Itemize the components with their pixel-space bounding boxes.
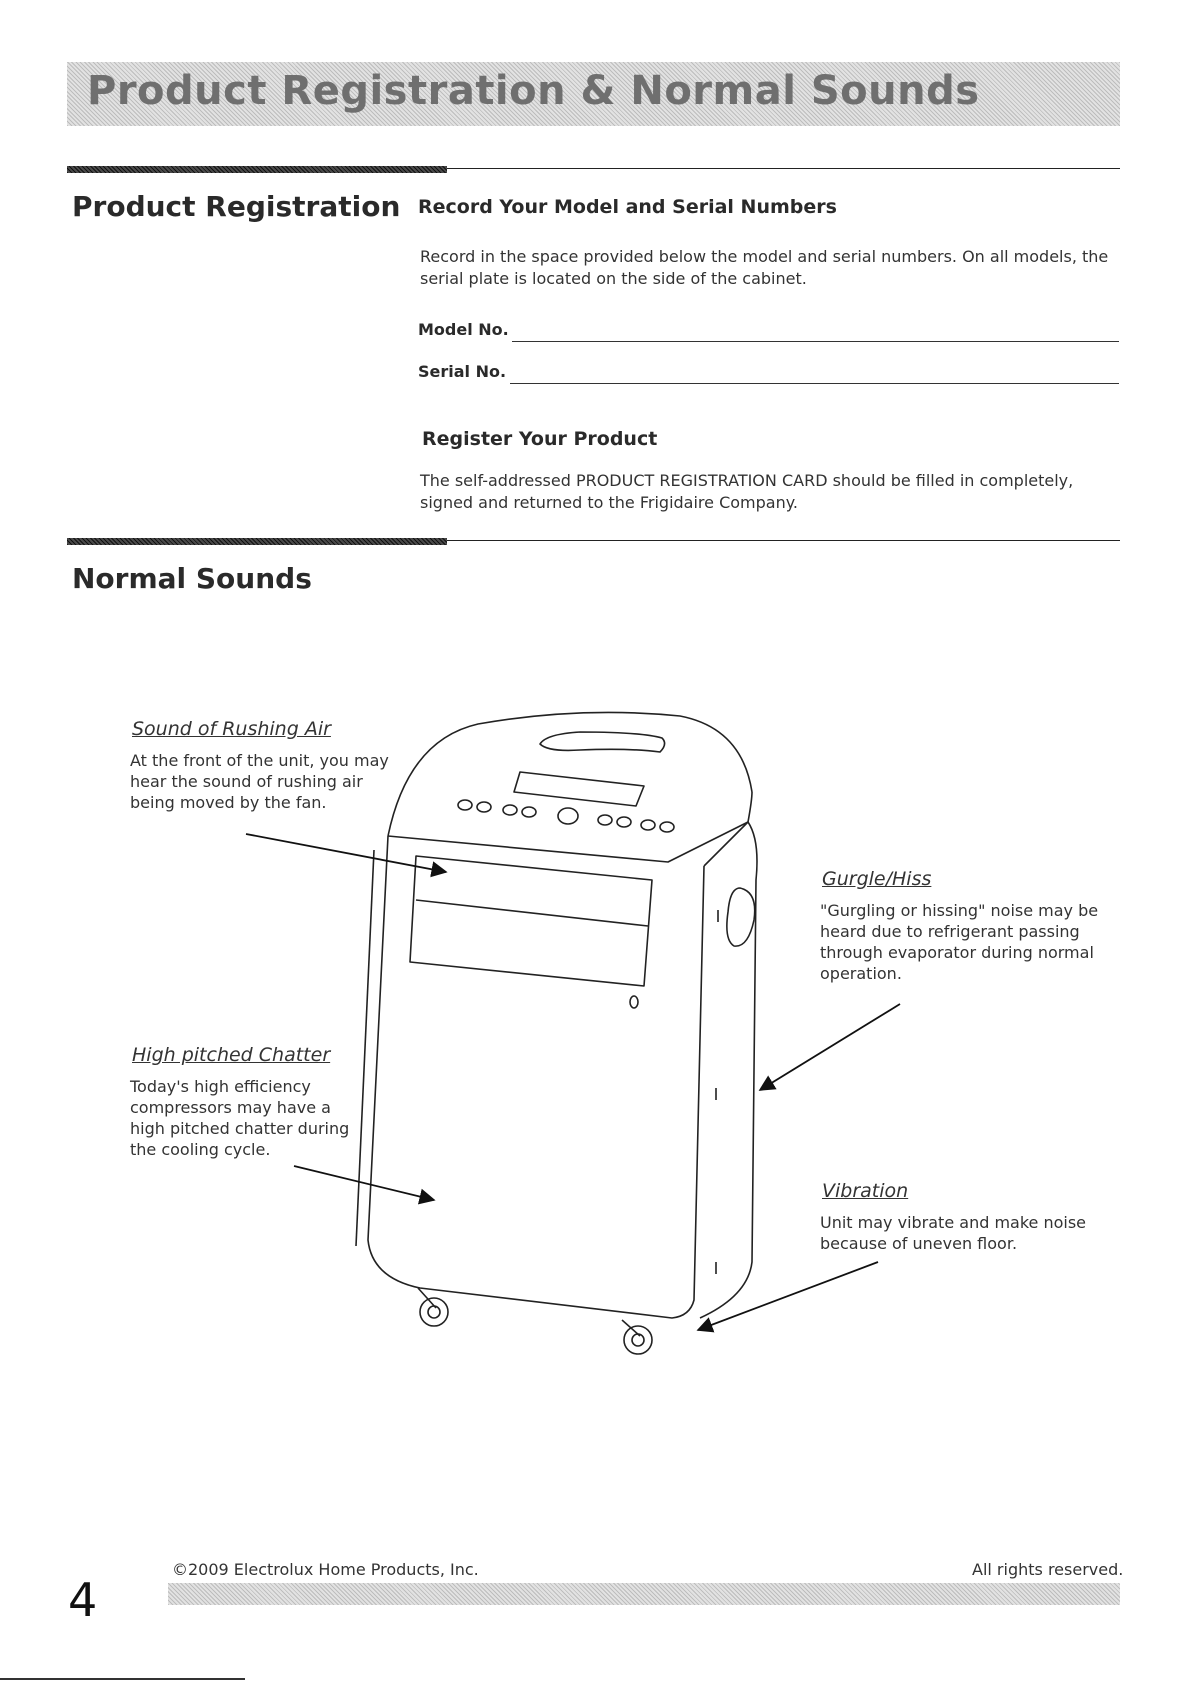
- scan-artifact-line: [0, 1678, 245, 1680]
- record-numbers-text: Record in the space provided below the model and serial numbers. On all models, the serial plate is located on the side of the cabinet.: [420, 247, 1109, 288]
- header-banner: [67, 62, 1120, 126]
- display-window: [514, 772, 644, 806]
- section-rule: [447, 168, 1120, 169]
- callout-gurgle-text: "Gurgling or hissing" noise may be heard due to refrigerant passing through evaporator during normal operation.: [820, 901, 1099, 983]
- record-numbers-heading: Record Your Model and Serial Numbers: [418, 196, 837, 218]
- callout-chatter-title: High pitched Chatter: [132, 1044, 331, 1066]
- normal-sounds-title: Normal Sounds: [72, 562, 312, 595]
- copyright-text: ©2009 Electrolux Home Products, Inc.: [172, 1560, 479, 1579]
- sensor: [630, 996, 638, 1008]
- model-number-line[interactable]: [512, 341, 1119, 342]
- callout-rushing-air-title: Sound of Rushing Air: [132, 718, 331, 740]
- page-title: Product Registration & Normal Sounds: [87, 68, 980, 114]
- caster-wheels: [418, 1288, 652, 1354]
- model-number-field[interactable]: [418, 320, 1119, 344]
- callout-rushing-air-text: At the front of the unit, you may hear the sound of rushing air being moved by the fan.: [130, 751, 389, 812]
- section-rule-accent: [67, 166, 447, 173]
- callout-gurgle-title: Gurgle/Hiss: [822, 868, 932, 890]
- unit-top-outline: [388, 712, 752, 836]
- serial-number-line[interactable]: [510, 383, 1119, 384]
- vibration-arrow: [698, 1262, 878, 1330]
- register-product-text: The self-addressed PRODUCT REGISTRATION CARD should be filled in completely, signed and returned to the Frigidaire Company.: [420, 471, 1074, 512]
- callout-vibration-title: Vibration: [822, 1180, 909, 1202]
- callout-vibration-text: Unit may vibrate and make noise because of uneven floor.: [820, 1213, 1087, 1253]
- serial-number-label: Serial No.: [418, 362, 507, 381]
- section-rule: [447, 540, 1120, 541]
- page-number: 4: [68, 1573, 98, 1627]
- model-number-label: Model No.: [418, 320, 509, 339]
- unit-front-face: [368, 836, 704, 1318]
- serial-number-field[interactable]: [418, 362, 1119, 386]
- section-rule-accent: [67, 538, 447, 545]
- register-product-heading: Register Your Product: [422, 428, 658, 450]
- product-registration-title: Product Registration: [72, 190, 401, 223]
- gurgle-arrow: [760, 1004, 900, 1090]
- rights-text: All rights reserved.: [972, 1560, 1124, 1579]
- callout-chatter-text: Today's high efficiency compressors may have a high pitched chatter during the cooling cycle.: [130, 1077, 350, 1159]
- unit-top-edge: [388, 822, 748, 862]
- side-recess: [727, 888, 755, 946]
- rushing-air-arrow: [246, 834, 446, 872]
- carry-handle: [540, 732, 665, 752]
- footer-bar: [168, 1583, 1120, 1605]
- chatter-arrow: [294, 1166, 434, 1200]
- control-buttons: [458, 800, 674, 832]
- front-louvre: [410, 856, 652, 986]
- unit-side-face: [700, 822, 757, 1318]
